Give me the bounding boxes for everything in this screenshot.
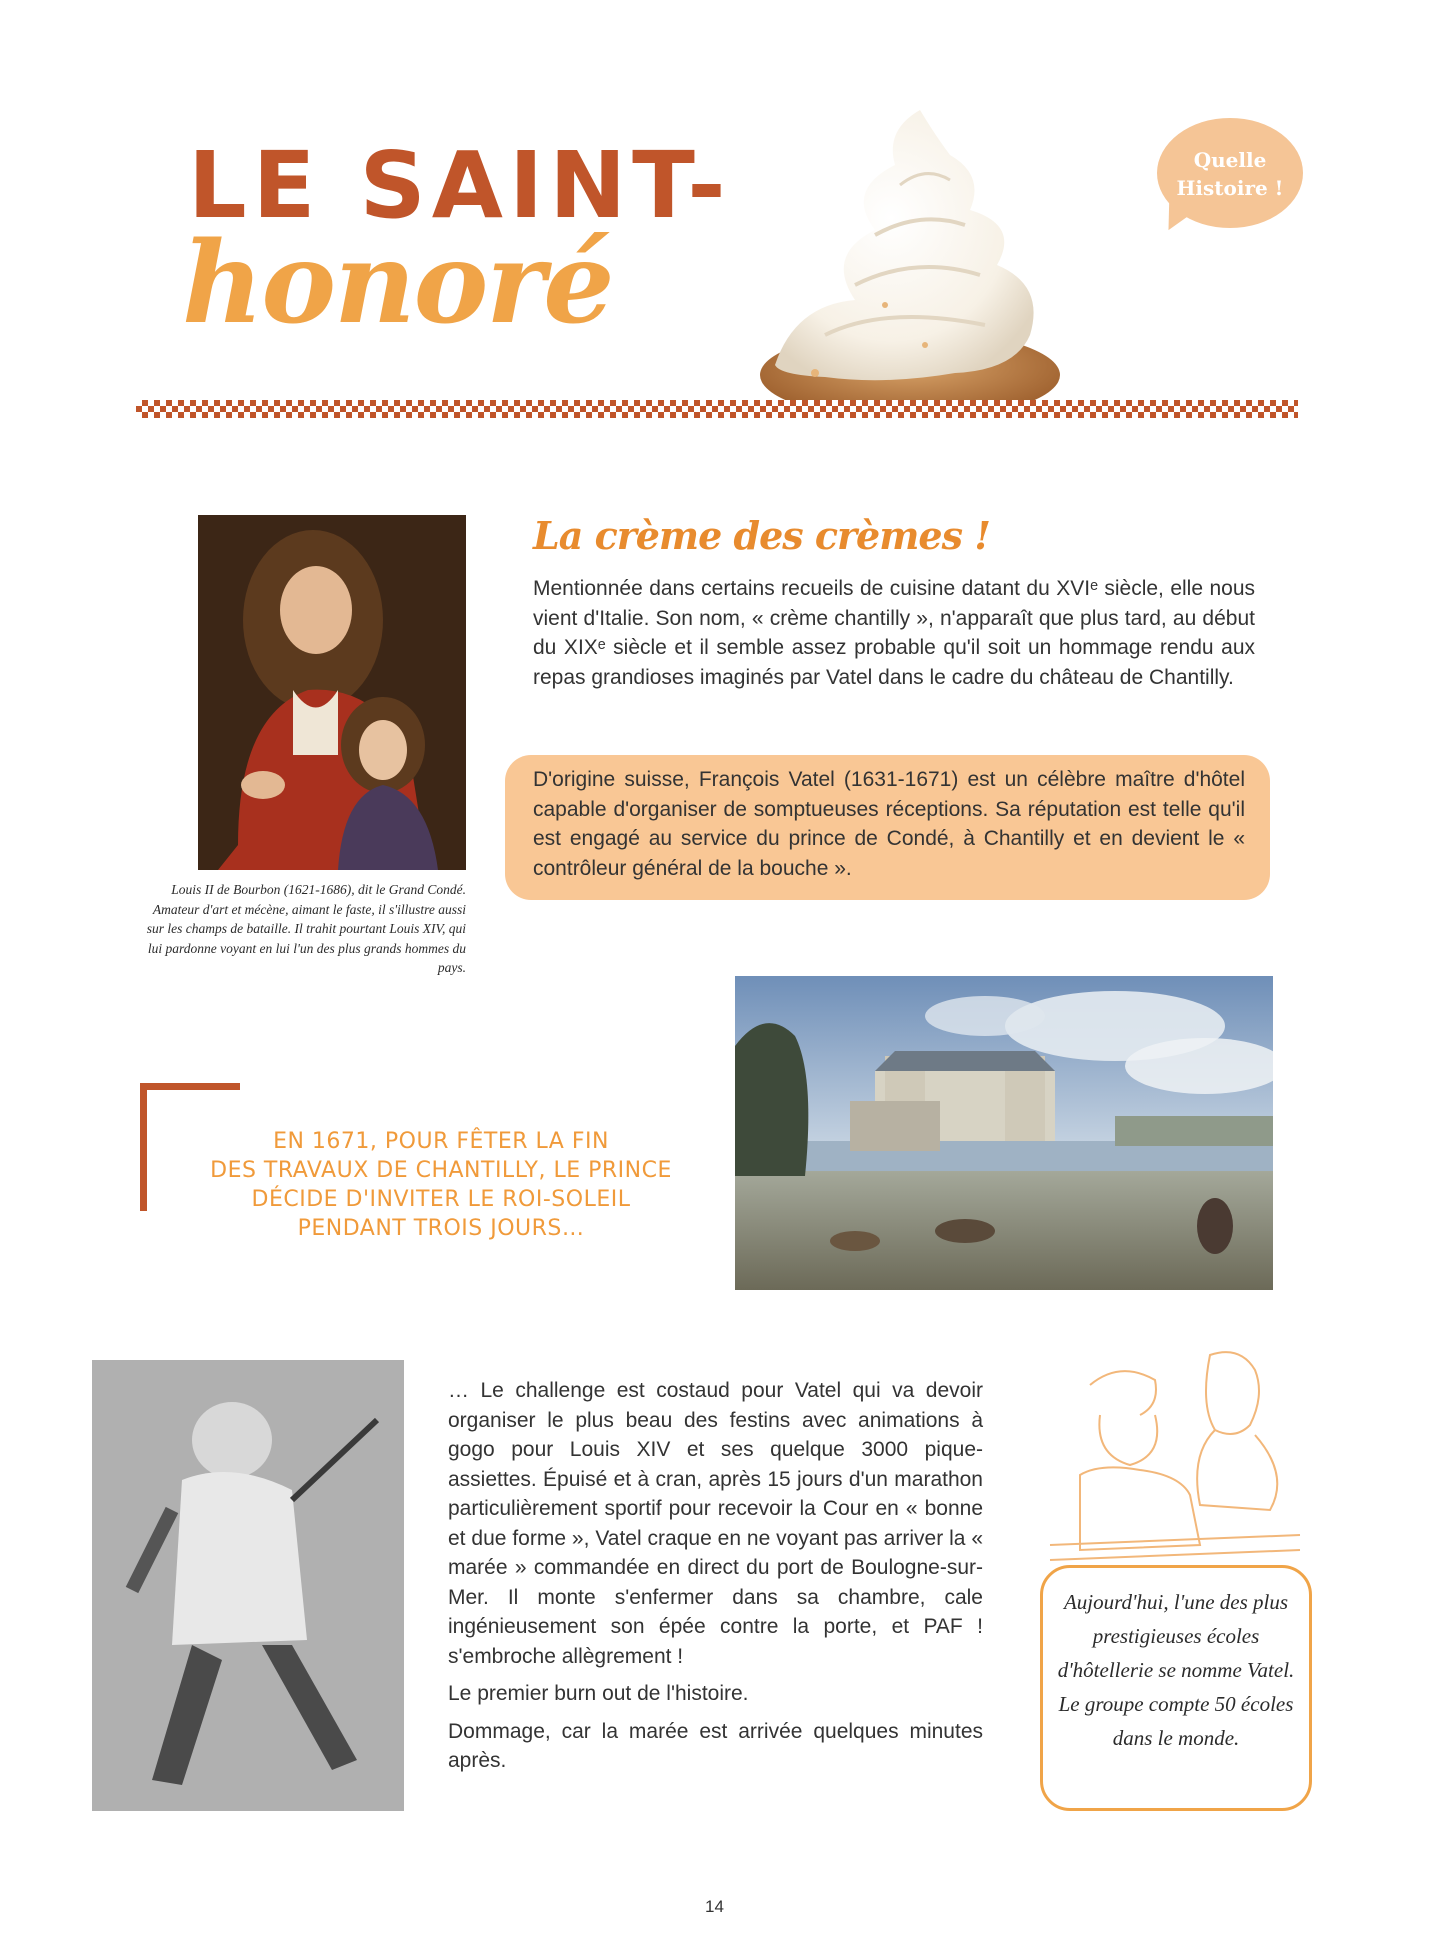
- pull-quote-line: PENDANT TROIS JOURS…: [297, 1216, 585, 1241]
- page-title: LE SAINT-: [188, 132, 732, 239]
- story-paragraph: Le premier burn out de l'histoire.: [448, 1682, 749, 1705]
- pull-quote-line: DES TRAVAUX DE CHANTILLY, LE PRINCE: [210, 1158, 672, 1183]
- pull-quote-line: DÉCIDE D'INVITER LE ROI-SOLEIL: [251, 1187, 631, 1212]
- story-paragraph: Dommage, car la marée est arrivée quelques minutes après.: [448, 1719, 983, 1772]
- speech-bubble-text: [1157, 146, 1303, 202]
- page-subtitle: honoré: [182, 218, 613, 349]
- vatel-highlight-text: D'origine suisse, François Vatel (1631-1671) est un célèbre maître d'hôtel capable d'organiser de somptueuses réceptions. Sa réputation est telle qu'il est engagé au service du prince de Condé, à Chantilly et en devient le « contrôleur général de la bouche ».: [533, 768, 1245, 880]
- bubble-line-2: Histoire !: [1176, 176, 1284, 200]
- vatel-engraving: [92, 1360, 404, 1811]
- intro-paragraph: Mentionnée dans certains recueils de cuisine datant du XVIᵉ siècle, elle nous vient d'Italie. Son nom, « crème chantilly », n'apparaît que plus tard, au début du XIXᵉ siècle et il semble assez probable qu'il soit un hommage rendu aux repas grandioses imaginés par Vatel dans le cadre du château de Chantilly.: [533, 577, 1255, 689]
- conde-portrait: [198, 515, 466, 870]
- vatel-school-text: Aujourd'hui, l'une des plus prestigieuses écoles d'hôtellerie se nomme Vatel. Le groupe compte 50 écoles dans le monde.: [1057, 1590, 1295, 1750]
- pull-quote: [176, 1127, 706, 1243]
- portrait-caption: Louis II de Bourbon (1621-1686), dit le Grand Condé. Amateur d'art et mécène, aimant le faste, il s'illustre aussi sur les champs de bataille. Il trahit pourtant Louis XIV, qui lui pardonne voyant en lui l'un des plus grands hommes du pays.: [146, 882, 466, 975]
- page-number: 14: [705, 1897, 724, 1916]
- chefs-sketch: [1040, 1345, 1310, 1575]
- story-paragraph: … Le challenge est costaud pour Vatel qui va devoir organiser le plus beau des festins avec animations à gogo pour Louis XIV et ses quelque 3000 pique-assiettes. Épuisé et à cran, après 15 jours d'un marathon particulièrement sportif pour recevoir la Cour en « bonne et due forme », Vatel craque en ne voyant pas arriver la « marée » commandée en direct du port de Boulogne-sur-Mer. Il monte s'enfermer dans sa chambre, cale ingénieusement son épée contre la porte, et PAF ! s'embroche allègrement !: [448, 1379, 983, 1668]
- whipped-cream-photo: [735, 105, 1070, 410]
- pull-quote-line: EN 1671, POUR FÊTER LA FIN: [273, 1129, 609, 1154]
- story-text: [448, 1376, 983, 1776]
- checker-divider: [136, 400, 1298, 418]
- quote-bracket: [140, 1083, 147, 1211]
- chateau-chantilly-painting: [735, 976, 1273, 1290]
- bubble-line-1: Quelle: [1193, 148, 1267, 172]
- section-heading: La crème des crèmes !: [533, 513, 990, 558]
- quote-bracket-top: [140, 1083, 240, 1090]
